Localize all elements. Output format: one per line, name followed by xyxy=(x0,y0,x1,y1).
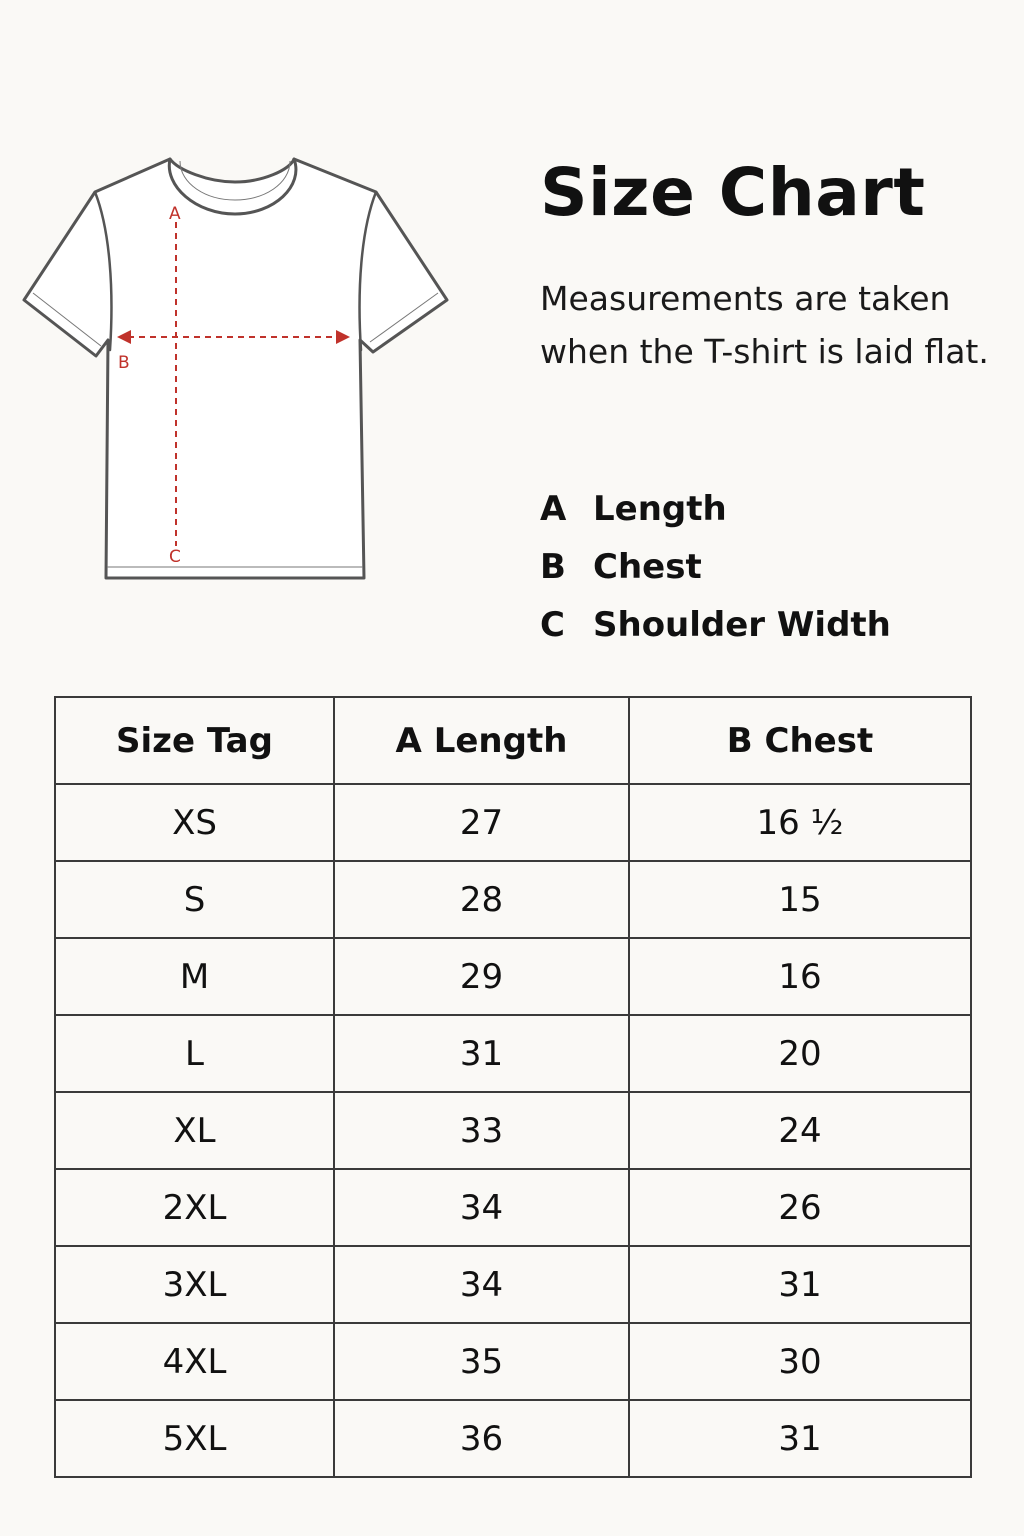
tshirt-diagram xyxy=(0,0,470,600)
marker-a-label: A xyxy=(169,204,181,224)
column-header-length: A Length xyxy=(334,697,629,784)
measurement-note xyxy=(540,272,989,378)
page-title: Size Chart xyxy=(540,154,926,231)
table-row xyxy=(55,1246,971,1323)
legend-key: B xyxy=(540,547,566,587)
legend-key: A xyxy=(540,489,567,529)
size-tag-cell: M xyxy=(55,938,334,1015)
length-cell: 31 xyxy=(334,1015,629,1092)
chest-cell: 24 xyxy=(629,1092,971,1169)
length-cell: 35 xyxy=(334,1323,629,1400)
chest-cell: 16 ½ xyxy=(629,784,971,861)
measurement-note-line-1: Measurements are taken xyxy=(540,279,951,318)
measurement-legend xyxy=(540,480,891,654)
marker-b-label: B xyxy=(118,353,130,373)
length-cell: 27 xyxy=(334,784,629,861)
tshirt-outline xyxy=(24,159,447,578)
length-cell: 29 xyxy=(334,938,629,1015)
marker-c-label: C xyxy=(169,547,181,567)
table-row xyxy=(55,861,971,938)
legend-item-shoulder-width xyxy=(540,596,891,654)
length-cell: 34 xyxy=(334,1246,629,1323)
length-cell: 36 xyxy=(334,1400,629,1477)
legend-label: Length xyxy=(593,489,727,529)
table-row xyxy=(55,1169,971,1246)
size-tag-cell: 3XL xyxy=(55,1246,334,1323)
column-header-size-tag: Size Tag xyxy=(55,697,334,784)
size-tag-cell: XL xyxy=(55,1092,334,1169)
table-row xyxy=(55,1092,971,1169)
table-row xyxy=(55,938,971,1015)
table-row xyxy=(55,1015,971,1092)
legend-key: C xyxy=(540,605,565,645)
chest-cell: 16 xyxy=(629,938,971,1015)
length-cell: 33 xyxy=(334,1092,629,1169)
chest-cell: 20 xyxy=(629,1015,971,1092)
size-tag-cell: 2XL xyxy=(55,1169,334,1246)
chest-cell: 15 xyxy=(629,861,971,938)
legend-item-length xyxy=(540,480,891,538)
legend-label: Chest xyxy=(593,547,702,587)
measurement-note-line-2: when the T-shirt is laid flat. xyxy=(540,332,989,371)
size-tag-cell: XS xyxy=(55,784,334,861)
length-cell: 34 xyxy=(334,1169,629,1246)
length-cell: 28 xyxy=(334,861,629,938)
size-table xyxy=(54,696,972,1478)
chest-cell: 30 xyxy=(629,1323,971,1400)
legend-item-chest xyxy=(540,538,891,596)
table-row xyxy=(55,784,971,861)
chest-cell: 31 xyxy=(629,1400,971,1477)
legend-label: Shoulder Width xyxy=(593,605,891,645)
chest-cell: 31 xyxy=(629,1246,971,1323)
size-tag-cell: S xyxy=(55,861,334,938)
column-header-chest: B Chest xyxy=(629,697,971,784)
table-header-row xyxy=(55,697,971,784)
size-tag-cell: L xyxy=(55,1015,334,1092)
chest-cell: 26 xyxy=(629,1169,971,1246)
size-tag-cell: 5XL xyxy=(55,1400,334,1477)
table-row xyxy=(55,1323,971,1400)
size-tag-cell: 4XL xyxy=(55,1323,334,1400)
table-row xyxy=(55,1400,971,1477)
